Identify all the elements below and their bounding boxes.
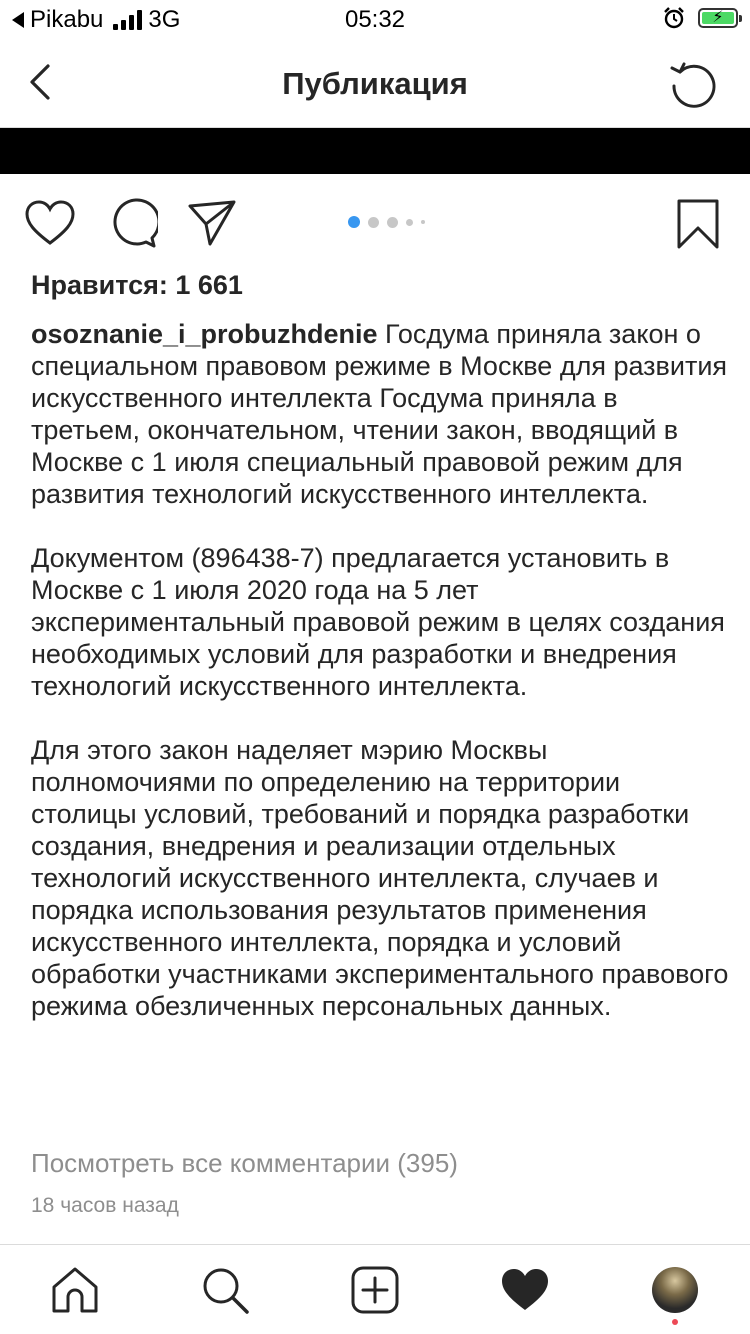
- heart-icon[interactable]: [24, 198, 76, 250]
- status-bar: [0, 0, 750, 40]
- post-image[interactable]: [0, 128, 750, 174]
- likes-count[interactable]: Нравится: 1 661: [31, 270, 243, 300]
- carousel-indicator: [348, 216, 425, 228]
- caption-text-1: Госдума приняла закон о специальном правовом режиме в Москве для развития искусственного интеллекта Госдума приняла в третьем, окончательном, чтении закон, вводящий в Москве с 1 июля специальный правовой режим для развития технологий искусственного интеллекта.: [31, 319, 728, 509]
- post-action-bar: [0, 174, 750, 270]
- bookmark-icon[interactable]: [672, 198, 724, 250]
- profile-avatar[interactable]: [652, 1267, 698, 1313]
- post-caption: [31, 318, 731, 1054]
- carousel-dot: [348, 216, 360, 228]
- share-icon[interactable]: [186, 198, 238, 250]
- status-right: [662, 6, 738, 30]
- home-icon[interactable]: [50, 1265, 100, 1315]
- carousel-dot: [387, 217, 398, 228]
- caption-text-2: Документом (896438-7) предлагается установить в Москве с 1 июля 2020 года на 5 лет экспериментальный правовой режим в целях создания необходимых условий для разработки и внедрения технологий искусственного интеллекта.: [31, 543, 725, 701]
- bottom-tab-bar: [0, 1244, 750, 1334]
- search-icon[interactable]: [200, 1265, 250, 1315]
- nav-header: [0, 40, 750, 128]
- notification-dot: [672, 1319, 678, 1325]
- battery-icon: [698, 8, 738, 28]
- network-type: 3G: [148, 6, 181, 33]
- caption-text-3: Для этого закон наделяет мэрию Москвы полномочиями по определению на территории столицы условий, требований и порядка разработки создания, внедрения и реализации отдельных технологий искусственного интеллекта, случаев и порядка использования результатов применения искусственного интеллекта, порядка и условий обработки участниками экспериментального правового режима обезличенных персональных данных.: [31, 735, 729, 1021]
- post-timestamp: 18 часов назад: [31, 1194, 179, 1217]
- alarm-clock-icon: [662, 6, 686, 30]
- activity-heart-icon[interactable]: [500, 1265, 550, 1315]
- caption-paragraph: [31, 318, 731, 510]
- post-username[interactable]: osoznanie_i_probuzhdenie: [31, 319, 378, 349]
- refresh-icon[interactable]: [668, 58, 720, 110]
- add-post-icon[interactable]: [350, 1265, 400, 1315]
- status-time: 05:32: [344, 6, 406, 33]
- carousel-dot: [406, 219, 413, 226]
- carousel-dot: [368, 217, 379, 228]
- page-title: Публикация: [282, 66, 468, 101]
- carrier-label[interactable]: Pikabu: [30, 6, 104, 33]
- charging-bolt-icon: ⚡: [712, 9, 724, 26]
- comment-icon[interactable]: [106, 198, 158, 250]
- view-all-comments-link[interactable]: Посмотреть все комментарии (395): [31, 1148, 458, 1178]
- carousel-dot: [421, 220, 425, 224]
